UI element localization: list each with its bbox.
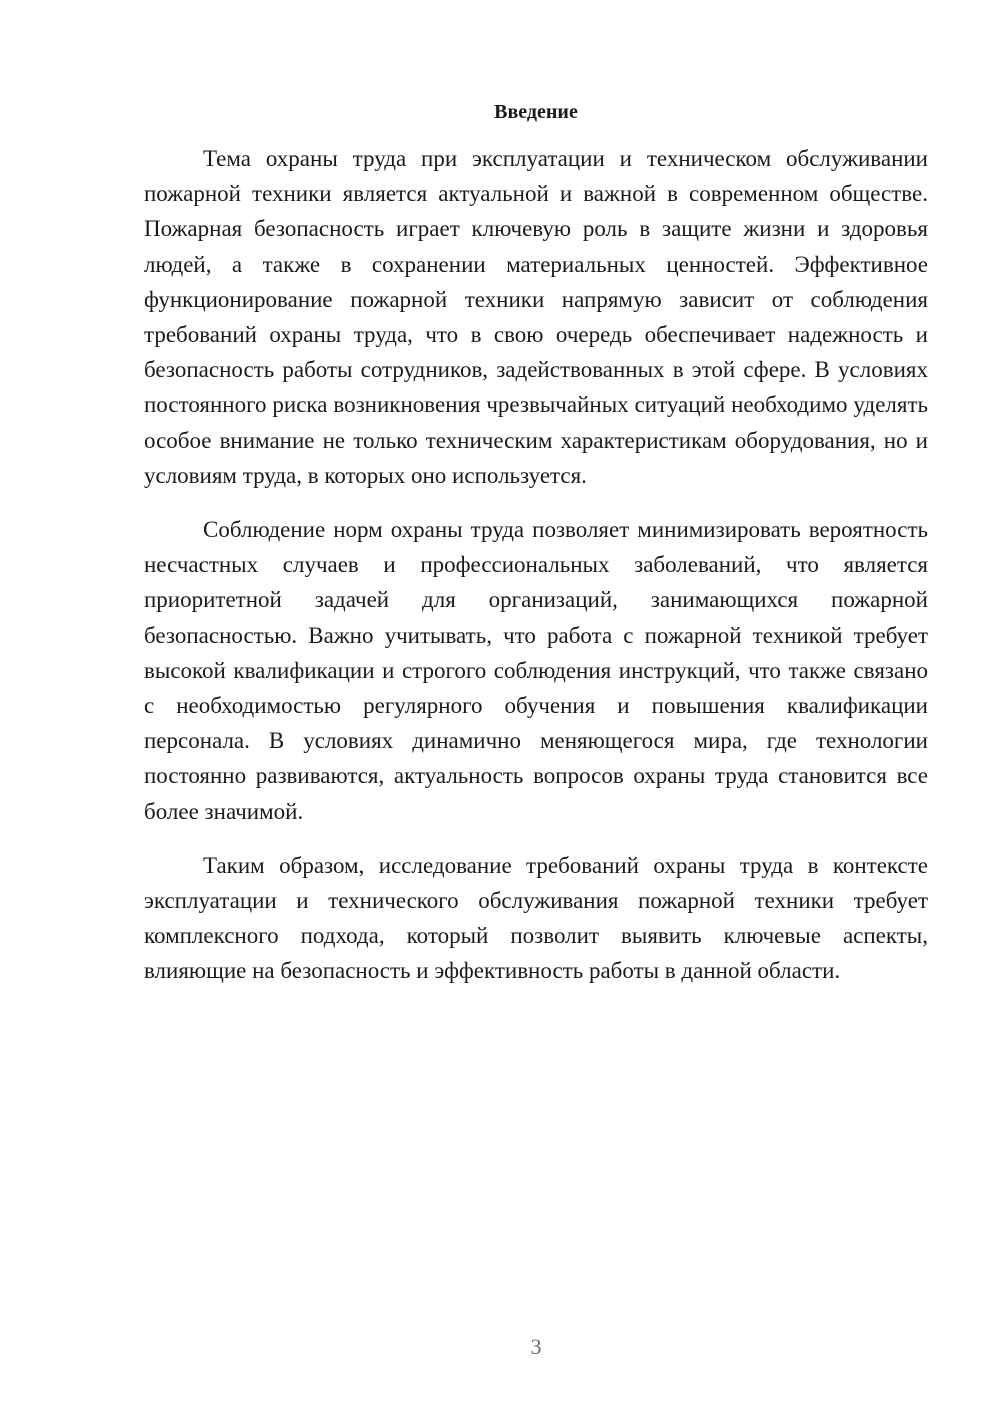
body-text [144,141,928,989]
section-heading: Введение [494,101,578,123]
paragraph-3: Таким образом, исследование требований охраны труда в контексте эксплуатации и технического обслуживания пожарной техники требует комплексного подхода, который позволит выявить ключевые аспекты, влияющие на безопасность и эффективность работы в данной области. [144,852,928,984]
page-number: 3 [530,1334,542,1359]
paragraph-1: Тема охраны труда при эксплуатации и техническом обслуживании пожарной техники является актуальной и важной в современном обществе. Пожарная безопасность играет ключевую роль в защите жизни и здоровья людей, а также в сохранении материальных ценностей. Эффективное функционирование пожарной техники напрямую зависит от соблюдения требований охраны труда, что в свою очередь обеспечивает надежность и безопасность работы сотрудников, задействованных в этой сфере. В условиях постоянного риска возникновения чрезвычайных ситуаций необходимо уделять особое внимание не только техническим характеристикам оборудования, но и условиям труда, в которых оно используется. [144,146,928,488]
paragraph-2: Соблюдение норм охраны труда позволяет минимизировать вероятность несчастных случаев и профессиональных заболеваний, что является приоритетной задачей для организаций, занимающихся пожарной безопасностью. Важно учитывать, что работа с пожарной техникой требует высокой квалификации и строгого соблюдения инструкций, что также связано с необходимостью регулярного обучения и повышения квалификации персонала. В условиях динамично меняющегося мира, где технологии постоянно развиваются, актуальность вопросов охраны труда становится все более значимой. [144,517,928,824]
